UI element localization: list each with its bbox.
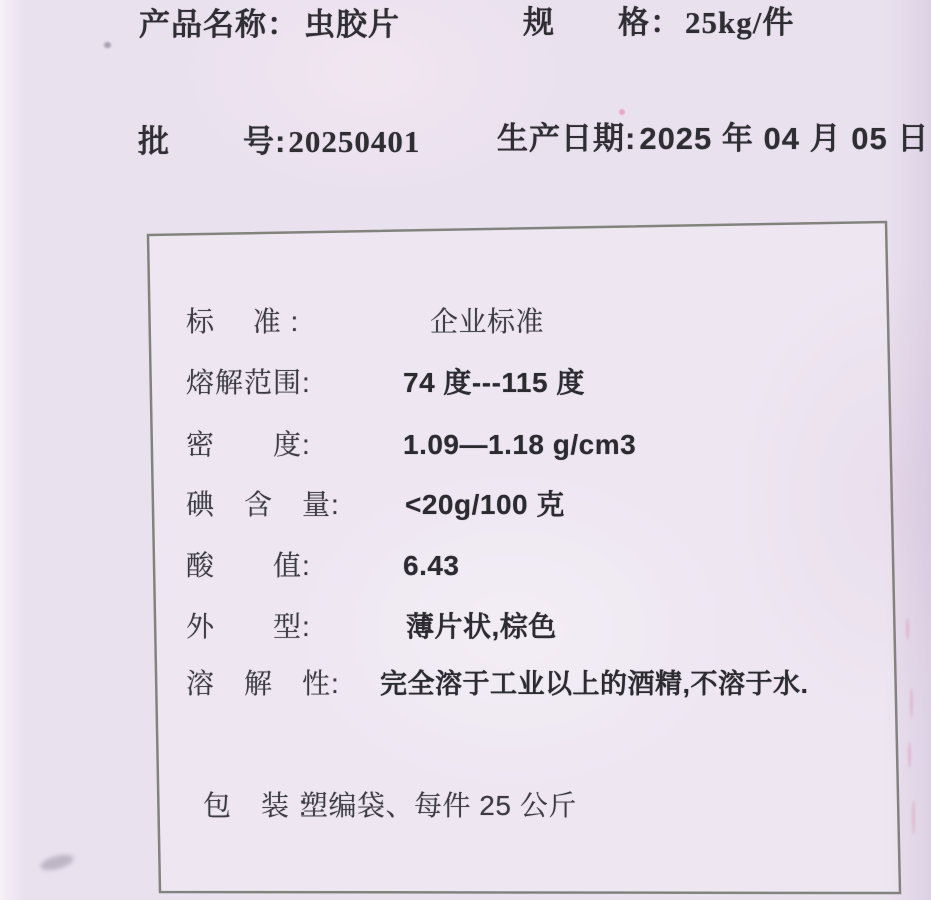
spec-field xyxy=(618,5,794,41)
spec-row-density xyxy=(0,428,931,468)
scan-artifact-pink-streak xyxy=(912,800,915,834)
spec-row-standard xyxy=(0,305,931,345)
production-date-value: 2025 年 04 月 05 日 xyxy=(639,121,930,156)
product-name-label: 产品名称： xyxy=(139,7,299,42)
spec-row-label: 外 型: xyxy=(186,611,311,642)
product-name-field xyxy=(139,7,400,43)
scan-artifact-speck xyxy=(104,42,111,48)
scan-artifact-pink-speck xyxy=(619,109,625,115)
batch-number-value: 20250401 xyxy=(288,124,421,159)
production-date-label: 生产日期: xyxy=(497,121,637,156)
spec-row-value: <20g/100 克 xyxy=(405,489,565,520)
scan-artifact-pink-streak xyxy=(906,618,909,640)
spec-label-part2: 格： xyxy=(618,5,682,40)
production-date-field xyxy=(497,121,929,157)
spec-row-value: 6.43 xyxy=(403,550,460,581)
spec-row-value: 完全溶于工业以上的酒精,不溶于水. xyxy=(380,669,809,699)
batch-label-part2: 号: xyxy=(243,124,287,159)
batch-label-part1: 批 xyxy=(138,124,170,159)
spec-row-label: 熔解范围: xyxy=(186,367,311,398)
scan-artifact-pink-streak xyxy=(908,742,911,768)
spec-row-appearance xyxy=(0,610,931,650)
spec-value: 25kg/件 xyxy=(685,5,795,40)
spec-label-part1: 规 xyxy=(523,5,555,40)
spec-row-label: 碘 含 量: xyxy=(186,489,340,520)
spec-row-label: 包 装 : xyxy=(203,790,308,821)
batch-field xyxy=(243,124,420,160)
spec-row-value: 薄片状,棕色 xyxy=(406,611,557,642)
spec-row-acid-value xyxy=(0,549,931,589)
spec-row-label: 酸 值: xyxy=(186,550,311,581)
spec-row-melting-range xyxy=(0,366,931,406)
spec-row-value: 74 度---115 度 xyxy=(403,367,585,398)
product-name-value: 虫胶片 xyxy=(304,7,400,42)
spec-row-value: 企业标准 xyxy=(430,306,545,337)
spec-row-label: 密 度: xyxy=(186,429,311,460)
spec-row-value: 1.09—1.18 g/cm3 xyxy=(403,429,637,460)
spec-row-label: 溶 解 性: xyxy=(186,668,340,699)
spec-row-value: 塑编袋、每件 25 公斤 xyxy=(300,790,577,821)
spec-row-solubility xyxy=(0,667,931,707)
scan-artifact-pink-streak xyxy=(910,688,913,718)
spec-row-label: 标 准 : xyxy=(186,306,300,337)
spec-row-iodine-content xyxy=(0,488,931,528)
spec-row-packaging xyxy=(0,789,931,829)
